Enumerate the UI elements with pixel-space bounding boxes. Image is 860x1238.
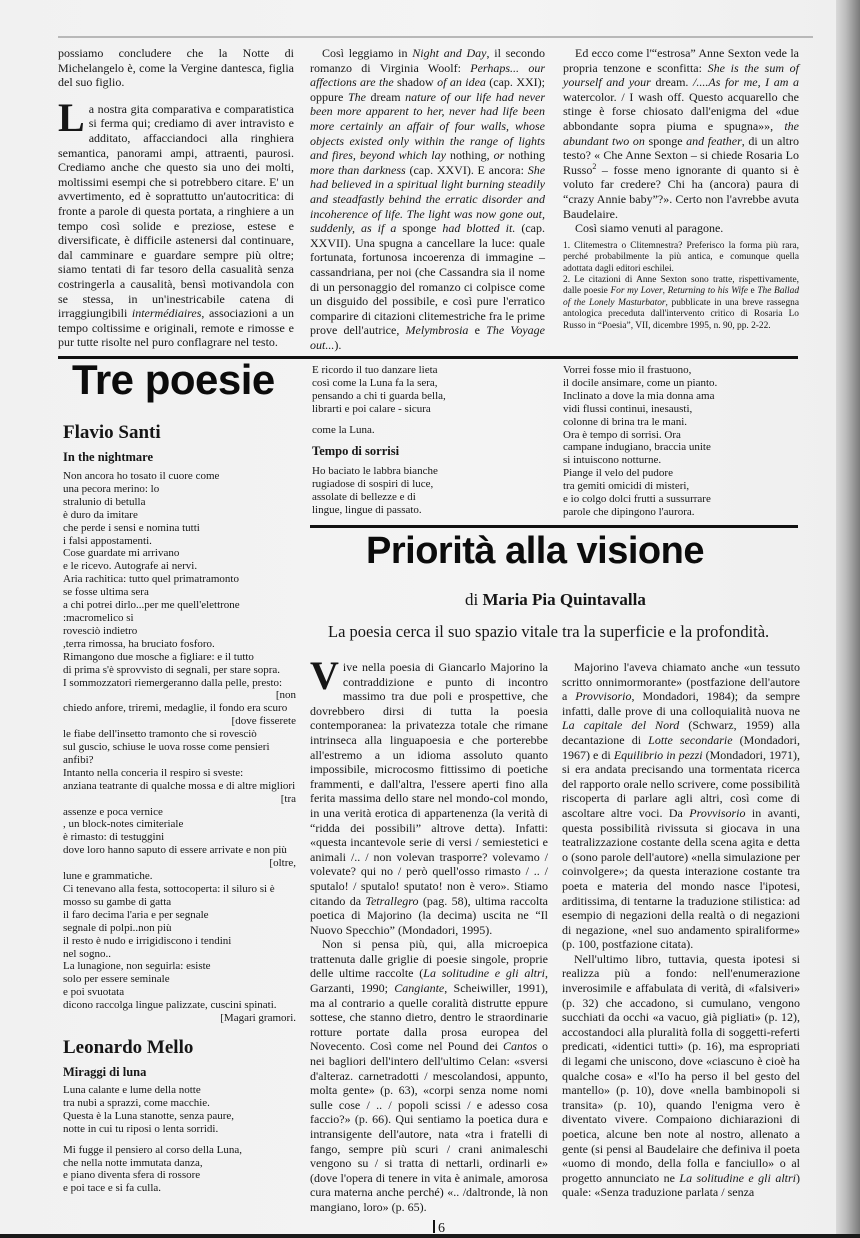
italic-text: nature of our life had never been more apparent to her, never had life been more certainly an affair of four walls, whose objects existed only within the range of lights and fires, beyond which lay [310,89,545,163]
poet-name: Flavio Santi [63,422,161,443]
italic-text: and feather [686,133,742,148]
poem-tempo-di-sorrisi-continued [563,364,717,519]
poem-line: [tra [280,792,296,805]
poem-line: assolate di bellezze e di [312,491,416,504]
article-paragraph [310,653,548,937]
text-run: ive nella poesia di Giancarlo Majorino la contraddizione e punto di incontro massimo tra due poli e prospettive, che dovrebbero dirsi di tutta la poesia contemporanea: la privatezza totale che rimane intrinseca alla linguapoesia e che porterebbe all'estremo a un idioma assoluto quanto impossibile, microcosmo fittissimo di poetiche frammenti, e dall'altra, l'essere aperti fino alla ferita massima dello stare nel mondo-col mondo, in una verità erotica di appartenenza (la verità di “ridda dei possibili” altrove detta). Infatti: «questa incantevole serie di versi / semiestetici e animali /.. / non volevan trasporre? volevamo / volevate? qui no / però quell'osso rimasto / .. / sputalo! / sputalo! sputato! non è vero». Stiamo citando da [310,660,548,908]
poem-title: In the nightmare [63,450,154,464]
poem-line: rovesciò indietro [63,624,138,637]
text-run: , Scheiwiller, 1991), ma al contrario a quelle coralità distrutte eppure sottese, che stanno dietro, dentro le straordinarie rotture portate dalla prosa europea del Novecento. Così come nel Pound dei [310,981,548,1054]
poem-line: a chi potrei dirlo...per me quell'elettrone [63,599,240,612]
poem-line: sul guscio, schiuse le uova rosse come pensieri [63,741,270,754]
poem-line: Aria rachitica: tutto quel primatramonto [63,573,239,586]
text-run: nothing, [445,148,494,163]
top-article-col1 [58,46,294,350]
text-run: 2 [592,161,597,171]
poem-line: Ci tenevano alla festa, sottocoperta: il siluro si è [63,883,275,895]
text-run: (Schwarz, 1959) alla decantazione di [562,718,800,747]
poem-line: vidi flussi continui, inesausti, [563,402,693,415]
poem-line: Piange il velo del pudore [563,467,673,480]
poem-line: pensando a chi ti guarda bella, [312,389,446,402]
poem-line: tra nubi a sprazzi, come macchie. [63,1096,210,1109]
poem-line: E ricordo il tuo danzare lieta [312,364,438,376]
italic-text: Provvisorio [689,805,746,820]
poem-line: come la Luna. [312,423,375,436]
poem-line: così come la Luna fa la sera, [312,376,438,389]
top-article-paragraph [310,46,545,352]
poem-line: librarti e poi calare - sicura [312,402,431,415]
article-paragraph [562,660,800,952]
text-run: nothing [504,148,545,163]
poem-line: Rimangono due mosche a figliare: e il tutto [63,650,254,663]
stanza [63,1144,242,1196]
stanza [63,1084,242,1136]
section-title-tre-poesie: Tre poesie [72,356,275,403]
poem-line: segnale di polpi..non più [63,921,172,934]
text-run: 1. Clitemestra o Clitemnestra? Preferisco la forma più rara, perché probabilmente la più antica, e comunque quella adottata dagli editori eschilei. [563,240,799,274]
poem-line: Intanto nella conceria il respiro si sveste: [63,766,244,779]
poem-line: [oltre, [269,857,296,870]
poem-miraggi-di-luna-continued [312,364,446,517]
text-run: Majorino l'aveva chiamato anche «un tessuto scritto onnimormorante» (postfazione dell'autore a [562,660,800,704]
text-run: (Mondadori, 1971), si era andata precisando una tormentata ricerca del rapporto orale nello scrivere, come possibilità riscoperta di parlare agli altri, così come di ascoltare altre voci. Da [562,747,801,820]
top-article-col3 [563,46,799,332]
stanza [312,465,446,517]
text-run: Non si pensa più, qui, alla microepica trattenuta dalle griglie di poesie singole, proprie delle ultime raccolte ( [310,937,548,981]
text-run: , di un altro testo? « Che Anne Sexton – si chiede Rosaria Lo Russo [563,133,799,177]
text-run: watercolor. / I wash off. Questo acquarello che stinge è forse chiosato dall'enigma del «due abbondante sopra piuma e spugna»», [563,89,799,133]
article-col2 [562,660,800,1200]
poem-line: ,terra rimossa, ha bruciato fosforo. [63,637,215,650]
poem-line: notte in cui tu riposi o lenta sorridi. [63,1122,219,1135]
italic-text: Perhaps... our affections are the [310,60,545,90]
poem-line: lune e grammatiche. [63,870,153,883]
poem-line: è rimasto: di testuggini [63,831,165,844]
poem-line: mosso su gambe di gatta [63,895,172,908]
poem-line: tra gemiti omicidi di misteri, [563,480,690,493]
poet-name: Leonardo Mello [63,1037,194,1058]
text-run: sponge [396,221,443,236]
text-run: e [468,323,487,338]
poem-miraggi-di-luna [63,1084,242,1195]
article-byline: di Maria Pia Quintavalla [465,590,646,609]
footnote [563,275,799,332]
poem-line: anfibi? [63,753,94,766]
drop-cap: L [58,94,85,140]
poem-line: parole che dipingono l'aurora. [563,505,695,518]
poem-line: è duro da imitare [63,508,138,521]
text-run: Così leggiamo in [322,46,413,60]
italic-text: more than darkness [310,162,406,177]
poem-line: Mi fugge il pensiero al corso della Luna, [63,1143,243,1156]
top-article-paragraph: La nostra gita comparativa e comparatistica si ferma qui; crediamo di aver intravisto e additato, affacciandoci alla ringhiera semantica, panorami ampi, attraenti, paurosi. Crediamo anche che questo sia uno dei molti, moltissimi esempi che si potrebbero citare. E' un avvertimento, ed è soprattutto un'autocritica: di fronte a parole di questa portata, a ringhiere a un tempo così solide e preziose, estese e diversificate, è difficile astenersi dal continuare, dal camminare e guardare sempre più oltre; siamo tentati di far tesoro della casualità senza costringerla a causalità, bensì motivandola con se stessa, in un'inestricabile catena di irraggiungibili intermédiaires, associazioni a un tempo coltissime e originali, remote e rimosse e pur tutte risolte nel puro conflagrare nel testo. [58,94,294,350]
poem-line: di prima s'è sprovvisto di segnali, per stare sopra. [63,663,281,676]
stanza [563,364,717,519]
poem-line: Non ancora ho tosato il cuore come [63,470,220,482]
footnotes [563,241,799,332]
drop-cap: V [310,653,339,698]
top-article-paragraph [563,46,799,221]
poem-line: si intuiscono notturne. [563,454,662,467]
top-rule [58,36,813,38]
text-run: (cap. XXVII). Una spugna a cancellare la luce: quale fortunata, fortunosa incoerenza di immagine – cassandriana, per noi (che Cassandra sia il nome di un personaggio del romanzo ci colpisce come un disguido del possibile, e così pure l'erratico comparire di citazioni clitemestriche fra le prime prove dell'autrice, [310,221,545,338]
text-run: sponge [644,133,687,148]
poem-line: [dove fisserete [231,715,296,728]
italic-text: /....As for me, I am a [693,75,800,90]
poem-line: il resto è nudo e irrigidiscono i tendini [63,934,232,947]
poem-line: se fosse ultima sera [63,586,149,599]
bottom-edge [0,1234,860,1238]
poem-line: colonne di brina tra le mani. [563,415,688,428]
poem-line: che perde i sensi e nomina tutti [63,521,200,534]
page-number: 6 [438,1221,445,1236]
text-run: 2. Le citazioni di Anne Sexton sono tratte, rispettivamente, dalle poesie [563,274,799,297]
italic-text: The Voyage out... [310,323,546,352]
italic-text: Cangiante [394,981,445,996]
poem-line: [Magari gramori. [220,1012,296,1025]
top-article-col2 [310,46,545,352]
italic-text: She had believed in a spiritual light burning steadily and steadfastly behind the erratic disorder and incoherence of life. The light was now gone out, suddenly, as if a [310,162,546,236]
italic-text: For my Lover [610,286,663,297]
stanza [312,364,446,416]
poem-line: dove loro hanno saputo di essere arrivate e non più [63,844,287,857]
text-run: , il secondo romanzo di Virginia Woolf: [310,46,545,75]
text-run: shadow [393,75,438,90]
poem-line: una pecora merino: lo [63,482,160,495]
italic-text: The [347,89,366,104]
poem-line: e poi svuotata [63,986,125,999]
italic-text: the abundant two on [563,118,799,148]
italic-text: Tetrallegro [365,893,419,908]
italic-text: had blotted it. [442,221,516,236]
italic-text: Returning to his Wife [667,286,748,297]
poem-line: campane indugiano, braccia unite [563,441,711,454]
poem-line: e io colgo dolci frutti a sussurrare [563,493,711,506]
article-subtitle: La poesia cerca il suo spazio vitale tra la superficie e la profondità. [328,622,770,641]
poem-line: il docile ansimare, come un pianto. [563,376,718,389]
italic-text: La solitudine e gli altri [679,1170,796,1185]
text-run: , [662,286,668,297]
italic-text: Melymbrosia [405,323,469,338]
poem-line: anziana teatrante di qualche mossa e di altre migliori [63,779,296,792]
poem-title: Miraggi di luna [63,1065,147,1079]
poem-line: chiedo anfore, triremi, medaglie, il fondo era scuro [63,702,288,715]
text-run: (Mondadori, 1967) e di [562,732,800,762]
text-run: (cap. XXVI). E ancora: [405,162,528,177]
poem-line: nel sogno.. [63,947,111,960]
article-author: Maria Pia Quintavalla [482,590,646,609]
poem-line: solo per essere seminale [63,973,170,986]
article-title-priorita: Priorità alla visione [366,530,704,572]
poem-line: :macromelico si [63,611,134,624]
poem-line: e piano diventa sfera di rossore [63,1169,201,1182]
text-run: , Garzanti, 1990; [310,966,549,996]
poem-in-the-nightmare [63,470,296,1025]
text-run: e [747,286,758,297]
text-run: o nei bagliori dell'intero dell'ultimo Celan: «sversi d'alteraz. carnetradotti / mescolandosi, appunto, molta gente» (p. 63), «corpi senza nome nomi sulle cose / .. / popoli scissi / e adesso cosa faccio?» (p. 66). Qui sentiamo la poetica dura e intransigente dell'autore, nata «tra i fratelli di fango, sempre più scuri / crani animaleschi vengono su / si tratta di nettarli, ordinarli e» (dove l'opera di tenere in vita è animale, amorosa cura materna anche perché) «.. /daltronde, là non mangiano, loro» (p. 65). [310,1039,549,1214]
text-run: , pubblicate in una breve rassegna antologica preceduta dall'intervento critico di Rosaria Lo Russo in “Poesia”, VII, dicembre 1995, n. 90, pp. 2-22. [563,297,799,331]
italic-text: Equilibrio in pezzi [613,747,703,762]
section-divider [310,525,798,528]
text-run: , Mondadori, 1984); da sempre infatti, dalle prove di una colloquialità nuova ne [562,689,801,718]
poem-line: Ora è tempo di sorrisi. Ora [563,428,681,441]
top-article-paragraph: possiamo concludere che la Notte di Michelangelo è, come la Vergine dantesca, figlia del suo figlio. [58,46,294,90]
poem-line: Luna calante e lume della notte [63,1084,201,1096]
poem-line: lingue, lingue di passato. [312,504,422,517]
text-run: dream [365,89,406,104]
article-paragraph [562,952,800,1200]
text-run: Nell'ultimo libro, tuttavia, questa ipotesi si realizza più a fondo: nell'enumerazione inverosimile e affabulata di verità, di «falsiveri» (p. 32) che accadono, si cumulano, vengono succhiati da occhi «a vacuo, già pigliati» (p. 12), accostandoci alla pluralità folla di soggetti-referti predicati, «identici tutti» (p. 16), ma espropriati di legami che uniscono, dove «ciascuno è cioè ha qualche cosa» e «l'Io ha perso il bel gesto del mantello» (p. 10), dove «nella bambinopoli si transita» (p. 10), quando l'enigma vero è diventato vivere. Compaiono dichiarazioni di poetica, alcune ben note al nostro, allenato a gente (si pensi al Baudelaire che definiva il poeta «uomo di mondo, della folla e fanciullo» o al progetto annunciato ne [562,951,800,1185]
poem-line: rugiadose di sospiri di luce, [312,478,434,491]
poem-line: Inclinato a dove la mia donna ama [563,389,715,402]
stanza [312,424,446,437]
text-run: – fosse meno ignorante di quanto si è voluto far credere? Chi ha (ancora) paura di “crazy Annie baby”?». Certo non l'avrebbe avuta Baudelaire. [563,162,799,221]
italic-text: La solitudine e gli altri [423,966,546,981]
italic-text: or [493,148,505,163]
text-run: Ed ecco come l'“estrosa” Anne Sexton vede la propria tenzone e sconfitta: [563,46,799,75]
text-run: (pag. 58), ultima raccolta poetica di Majorino (la decima) uscita ne “Il Nuovo Specchio” (Mondadori, 1995). [310,893,548,937]
poem-line: le fiabe dell'insetto tramonto che si rovesciò [63,728,257,741]
text-run: dream. [650,75,694,90]
poem-line: Vorrei fosse mio il frastuono, [563,364,692,376]
top-article-paragraph: Così siamo venuti al paragone. [575,221,724,236]
italic-text: Provvisorio [575,689,632,704]
italic-text: The Ballad of the Lonely Masturbator [563,286,800,308]
poem-line: Questa è la Luna stanotte, senza paure, [63,1109,235,1122]
footnote [563,241,799,275]
text-run: ). [334,337,342,352]
poem-line: dicono raccolga lingue palizzate, cuscini spinati. [63,999,277,1012]
poem-line: [non [275,689,296,702]
poem-line: assenze e poca vernice [63,805,163,818]
italic-text: She is the sum of yourself and your [563,60,799,90]
article-col1 [310,653,549,1215]
poem-line: e poi tace e si fa culla. [63,1182,162,1195]
text-run: ) quale: «Senza traduzione parlata / senza [562,1170,800,1200]
italic-text: Cantos [502,1039,537,1054]
page-edge-shadow [836,0,860,1238]
poem-title: Tempo di sorrisi [312,443,400,458]
poem-line: Cose guardate mi arrivano [63,547,180,560]
article-paragraph [310,937,548,1214]
italic-text: Night and Day [412,46,487,60]
poem-line: , un block-notes cimiteriale [63,818,184,831]
italic-text: Lotte secondarie [648,732,733,747]
italic-text: of an idea [437,75,486,90]
poem-line: e le ricevo. Autografe ai nervi. [63,560,198,573]
poem-line: stralunio di betulla [63,495,146,508]
poem-line: i falsi appostamenti. [63,534,152,547]
poem-line: Ho baciato le labbra bianche [312,465,438,478]
text-run: in avanti, questa possibilità rivissuta si giocava in una teatralizzazione costante della scena agita e detta o (sono parole dell'autore) «nella simulazione per coinvolgere»; da questa interazione costante tra poeta e materia del mondo nasce l'ipotesi, arditissima, di tentarne la traduzione stilistica: ad esempio di negazioni della realtà o di negazioni di negazione, «nel suo andamento spiraliforme» (p. 100, postfazione citata). [562,805,801,952]
poem-line: I sommozzatori riemergeranno dalla pelle, presto: [63,676,283,689]
poem-line: che nella notte immutata danza, [63,1156,203,1169]
poem-line: il faro decima l'aria e per segnale [63,908,209,921]
page-number-rule [433,1220,435,1233]
text-run: (cap. XXI); oppure [310,75,545,104]
poem-line: La lunagione, non seguirla: esiste [63,960,211,973]
italic-text: La capitale del Nord [562,718,680,733]
